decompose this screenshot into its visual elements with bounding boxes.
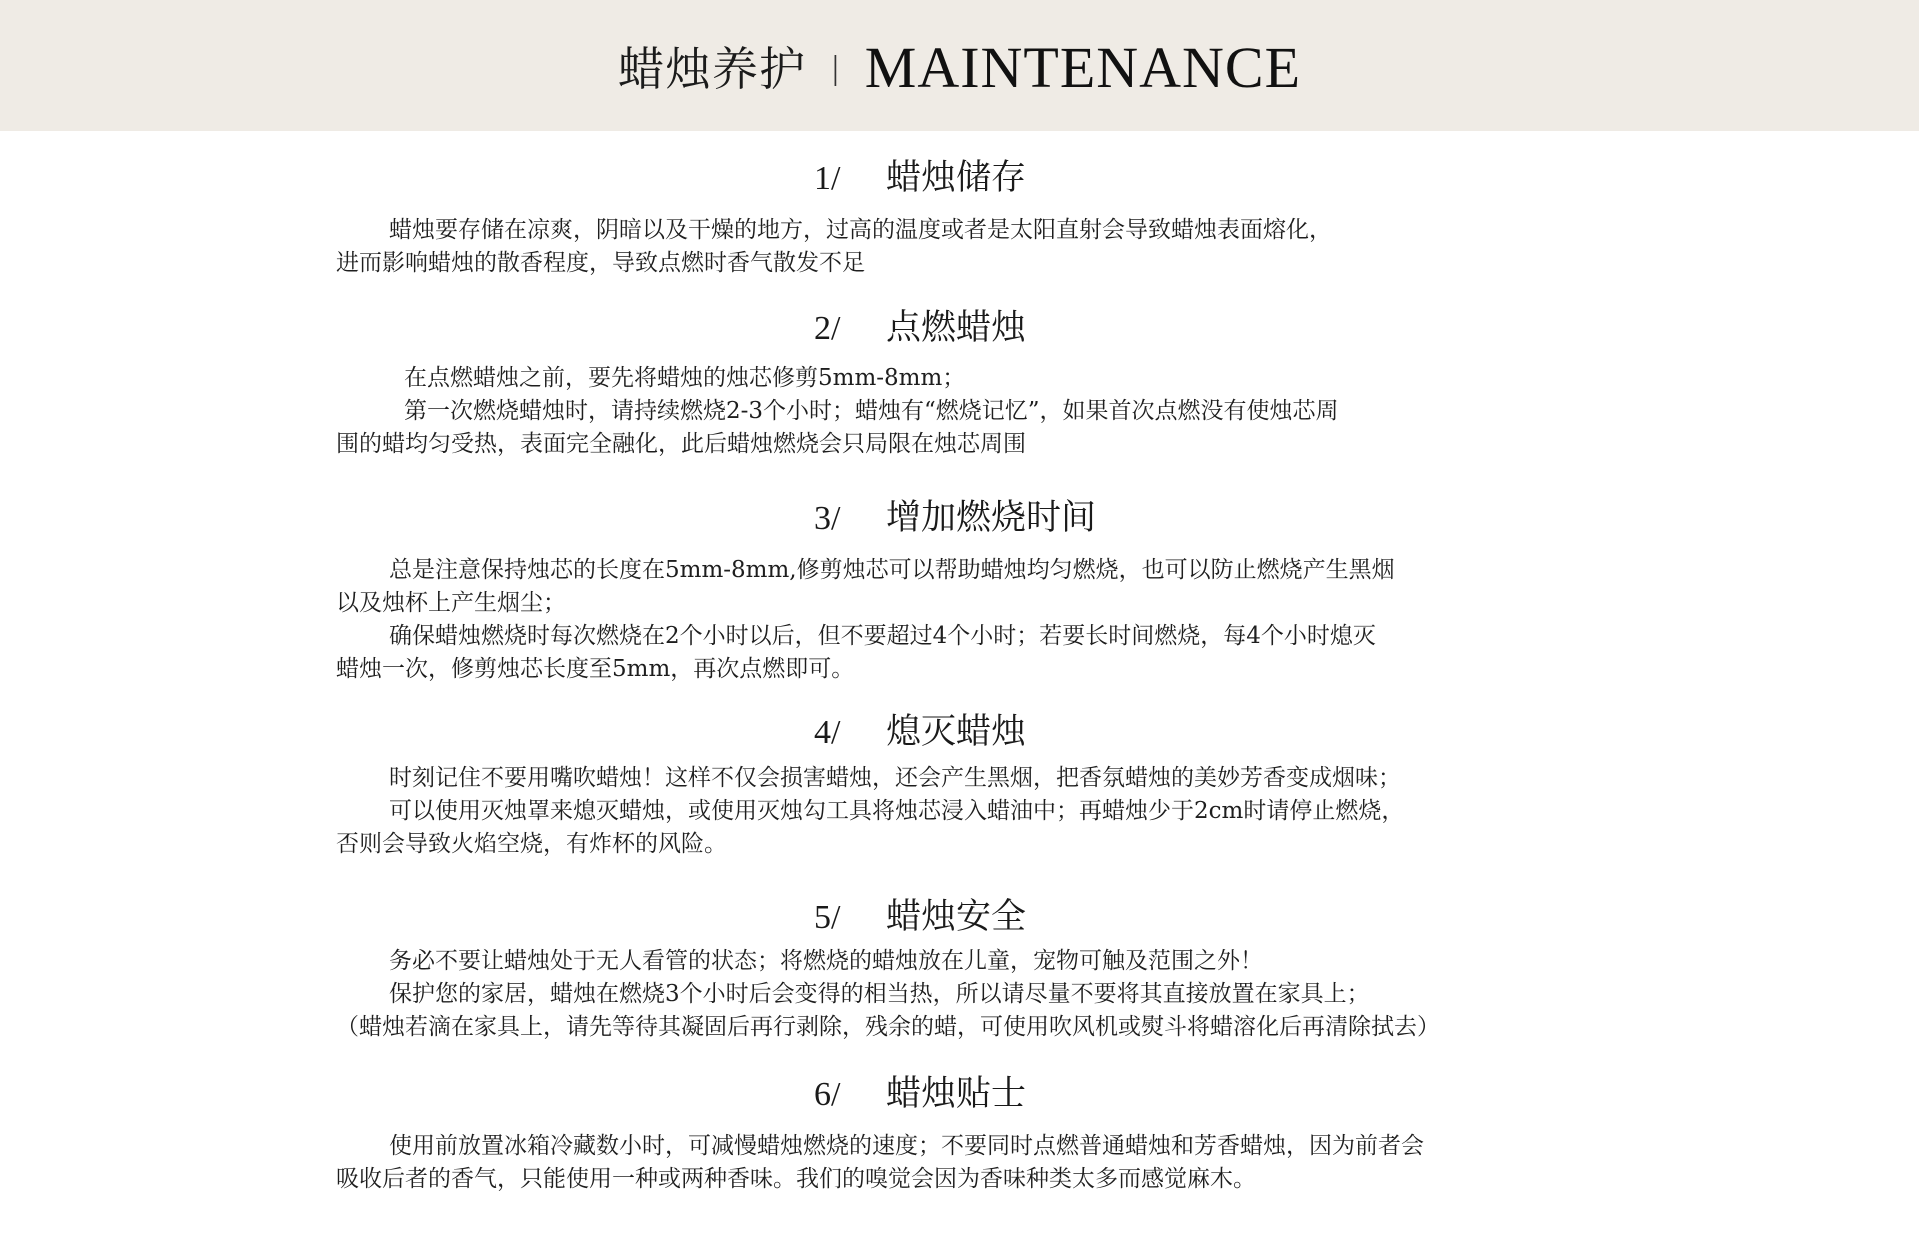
section-heading [814,897,1026,937]
paragraph-line: 吸收后者的香气，只能使用一种或两种香味。我们的嗅觉会因为香味种类太多而感觉麻木。 [336,1166,1256,1192]
paragraph-line: 第一次燃烧蜡烛时，请持续燃烧2-3个小时；蜡烛有“燃烧记忆”，如果首次点燃没有使烛芯周 [404,398,1339,424]
section-title: 点燃蜡烛 [886,308,1027,348]
section-heading [814,498,1096,538]
section-number: 5/ [814,899,841,936]
section-body [336,945,1626,1044]
section-heading [814,1074,1026,1114]
paragraph-line: 以及烛杯上产生烟尘； [336,590,566,616]
paragraph-line: 确保蜡烛燃烧时每次燃烧在2个小时以后，但不要超过4个小时；若要长时间燃烧，每4个小时熄灭 [389,623,1376,649]
page-title-english: MAINTENANCE [864,35,1302,100]
title-separator: | [831,49,839,87]
section-body [336,362,1626,461]
section-number: 1/ [814,160,841,197]
section-number: 4/ [814,714,841,751]
paragraph-line: 时刻记住不要用嘴吹蜡烛！这样不仅会损害蜡烛，还会产生黑烟，把香氛蜡烛的美妙芳香变成烟味； [389,765,1401,791]
paragraph-line: 务必不要让蜡烛处于无人看管的状态；将燃烧的蜡烛放在儿童，宠物可触及范围之外！ [389,948,1263,974]
section-body [336,554,1626,686]
section-title: 蜡烛安全 [886,897,1027,937]
paragraph-line: 在点燃蜡烛之前，要先将蜡烛的烛芯修剪5mm-8mm； [404,365,966,391]
section-heading [814,712,1026,752]
section-body [336,214,1626,280]
section-title: 增加燃烧时间 [886,498,1097,538]
section-heading [814,158,1026,198]
section-title: 熄灭蜡烛 [886,712,1027,752]
section-heading [814,308,1026,348]
section-title: 蜡烛贴士 [886,1074,1027,1114]
section-number: 3/ [814,500,841,537]
paragraph-line: 使用前放置冰箱冷藏数小时，可减慢蜡烛燃烧的速度；不要同时点燃普通蜡烛和芳香蜡烛，因为前者会 [389,1133,1424,1159]
page-title-chinese: 蜡烛养护 [617,41,806,96]
paragraph-line: 围的蜡均匀受热，表面完全融化，此后蜡烛燃烧会只局限在烛芯周围 [336,431,1026,457]
section-body [336,762,1626,861]
paragraph-line: 总是注意保持烛芯的长度在5mm-8mm,修剪烛芯可以帮助蜡烛均匀燃烧，也可以防止燃烧产生黑烟 [389,557,1395,583]
paragraph-line: 否则会导致火焰空烧，有炸杯的风险。 [336,831,727,857]
paragraph-line: 保护您的家居，蜡烛在燃烧3个小时后会变得的相当热，所以请尽量不要将其直接放置在家具上； [389,981,1370,1007]
page-title [0,0,1919,131]
paragraph-line: 进而影响蜡烛的散香程度，导致点燃时香气散发不足 [336,250,865,276]
section-number: 2/ [814,310,841,347]
paragraph-line: 可以使用灭烛罩来熄灭蜡烛，或使用灭烛勾工具将烛芯浸入蜡油中；再蜡烛少于2cm时请停止燃烧， [389,798,1405,824]
section-title: 蜡烛储存 [886,158,1027,198]
section-body [336,1130,1626,1196]
page-header [0,0,1919,131]
paragraph-line: （蜡烛若滴在家具上，请先等待其凝固后再行剥除，残余的蜡，可使用吹风机或熨斗将蜡溶化后再清除拭去） [336,1014,1440,1040]
paragraph-line: 蜡烛一次，修剪烛芯长度至5mm，再次点燃即可。 [336,656,855,682]
paragraph-line: 蜡烛要存储在凉爽，阴暗以及干燥的地方，过高的温度或者是太阳直射会导致蜡烛表面熔化， [389,217,1332,243]
section-number: 6/ [814,1076,841,1113]
